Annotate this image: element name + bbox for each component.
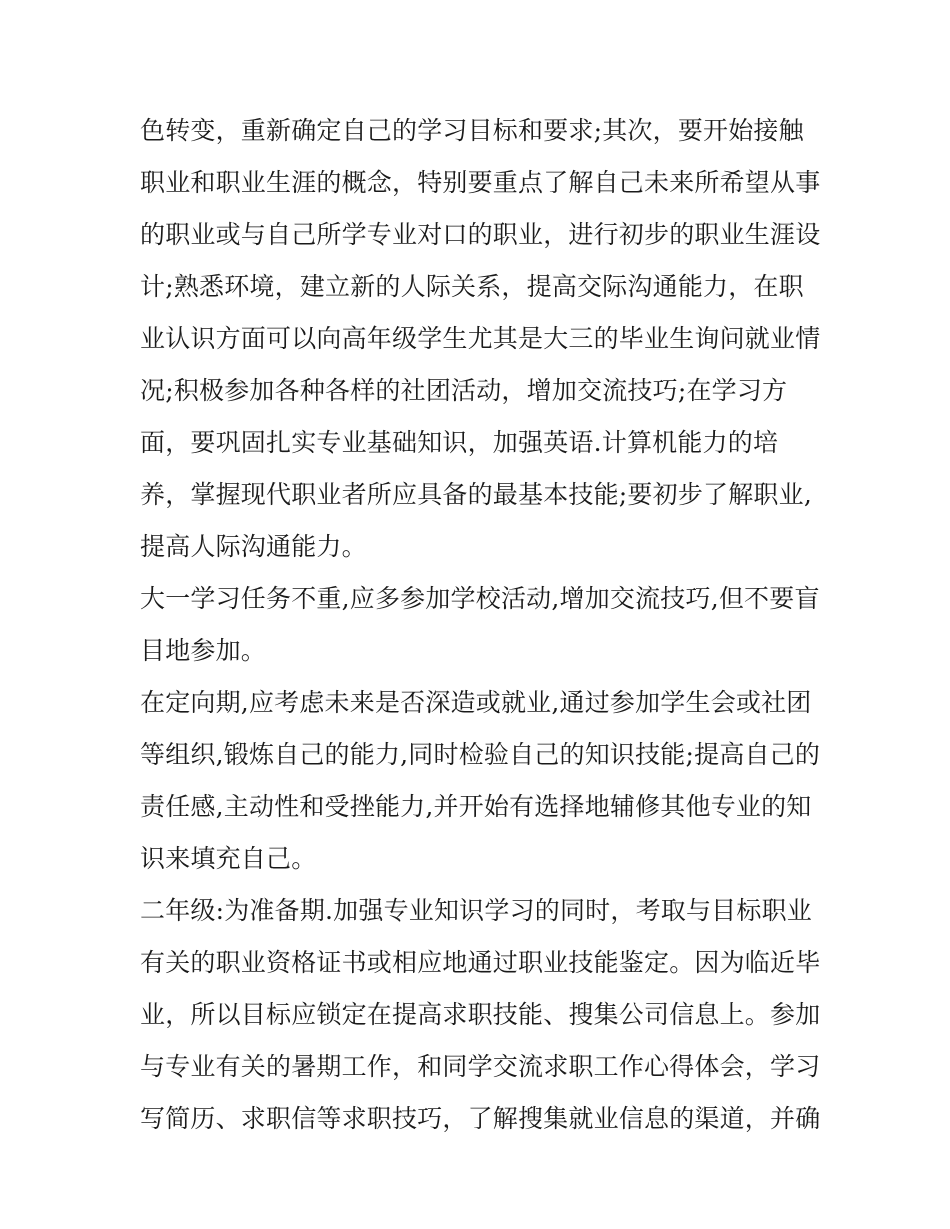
text-line: 有关的职业资格证书或相应地通过职业技能鉴定。因为临近毕 [140,948,821,977]
text-line: 识来填充自己。 [140,844,317,873]
text-line: 职业和职业生涯的概念，特别要重点了解自己未来所希望从事 [140,168,821,197]
text-line: 在定向期,应考虑未来是否深造或就业,通过参加学生会或社团 [140,688,812,717]
text-line: 写简历、求职信等求职技巧，了解搜集就业信息的渠道，并确 [140,1104,821,1133]
text-line: 二年级:为准备期.加强专业知识学习的同时，考取与目标职业 [140,896,812,925]
text-line: 提高人际沟通能力。 [140,532,367,561]
text-line: 计;熟悉环境，建立新的人际关系，提高交际沟通能力，在职 [140,272,804,301]
text-line: 面，要巩固扎实专业基础知识，加强英语.计算机能力的培 [140,428,779,457]
text-line: 业认识方面可以向高年级学生尤其是大三的毕业生询问就业情 [140,324,821,353]
body-text [140,105,820,1145]
text-line: 的职业或与自己所学专业对口的职业，进行初步的职业生涯设 [140,220,821,249]
text-line: 养，掌握现代职业者所应具备的最基本技能;要初步了解职业, [140,480,812,509]
text-line: 责任感,主动性和受挫能力,并开始有选择地辅修其他专业的知 [140,792,812,821]
text-line: 大一学习任务不重,应多参加学校活动,增加交流技巧,但不要盲 [140,584,820,613]
text-line: 业，所以目标应锁定在提高求职技能、搜集公司信息上。参加 [140,1000,821,1029]
text-line: 色转变，重新确定自己的学习目标和要求;其次，要开始接触 [140,116,804,145]
text-line: 况;积极参加各种各样的社团活动，增加交流技巧;在学习方 [140,376,788,405]
text-line: 目地参加。 [140,636,267,665]
text-line: 与专业有关的暑期工作，和同学交流求职工作心得体会，学习 [140,1052,821,1081]
text-line: 等组织,锻炼自己的能力,同时检验自己的知识技能;提高自己的 [140,740,821,769]
